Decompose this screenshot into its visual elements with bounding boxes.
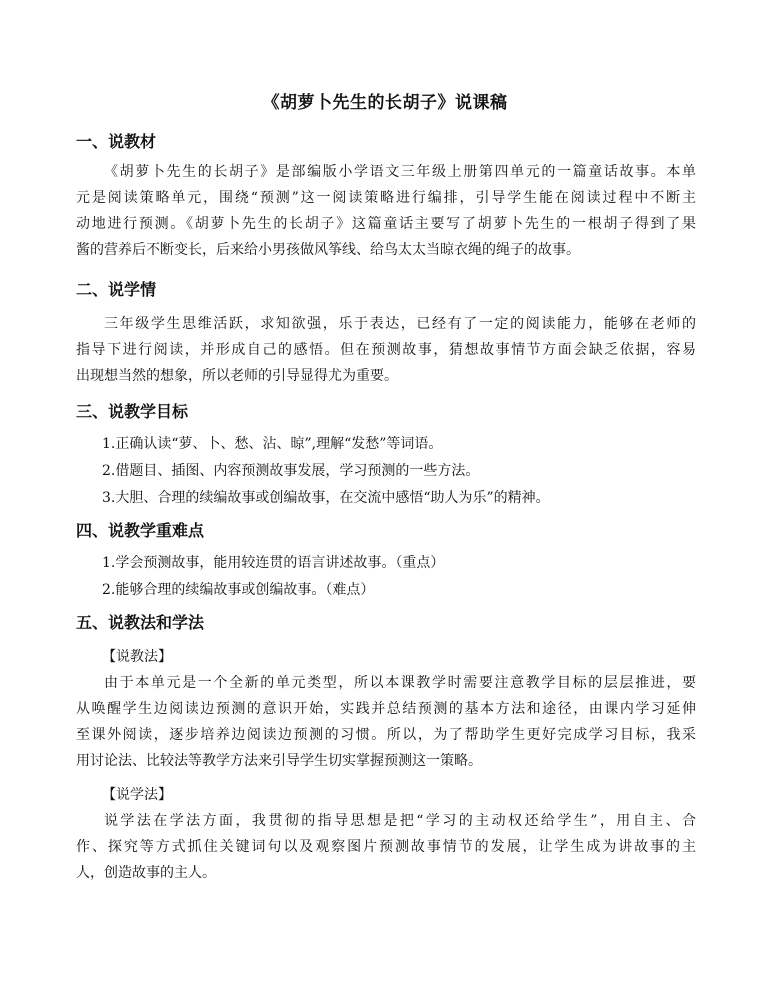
section-heading-textbook: 一、说教材 (76, 132, 157, 151)
objective-item: 1.正确认读“萝、卜、愁、沾、晾”,理解“发愁”等词语。 (102, 436, 443, 452)
learning-method-paragraph (76, 808, 696, 886)
paragraph-line: 元是阅读策略单元，围绕“预测”这一阅读策略进行编排，引导学生能在阅读过程中不断主 (76, 190, 696, 206)
students-paragraph (76, 311, 696, 389)
paragraph-line: 从唤醒学生边阅读边预测的意识开始，实践并总结预测的基本方法和途径，由课内学习延伸 (76, 701, 696, 717)
paragraph-line: 至课外阅读，逐步培养边阅读边预测的习惯。所以，为了帮助学生更好完成学习目标，我采 (76, 727, 696, 743)
textbook-paragraph (76, 159, 696, 263)
learning-method-label: 【说学法】 (102, 787, 172, 803)
paragraph-line: 指导下进行阅读，并形成自己的感悟。但在预测故事，猜想故事情节方面会缺乏依据，容易 (76, 342, 696, 358)
teaching-method-label: 【说教法】 (102, 649, 172, 665)
section-heading-objectives: 三、说教学目标 (76, 402, 189, 421)
key-point-item: 2.能够合理的续编故事或创编故事。（难点） (102, 582, 375, 598)
section-heading-key-points: 四、说教学重难点 (76, 521, 205, 540)
paragraph-line: 三年级学生思维活跃，求知欲强，乐于表达，已经有了一定的阅读能力，能够在老师的 (104, 316, 696, 332)
paragraph-line: 《胡萝卜先生的长胡子》是部编版小学语文三年级上册第四单元的一篇童话故事。本单 (104, 164, 696, 180)
paragraph-line: 用讨论法、比较法等教学方法来引导学生切实掌握预测这一策略。 (76, 753, 482, 769)
paragraph-line: 动地进行预测。《胡萝卜先生的长胡子》这篇童话主要写了胡萝卜先生的一根胡子得到了果 (76, 216, 696, 232)
paragraph-line: 酱的营养后不断变长，后来给小男孩做风筝线、给鸟太太当晾衣绳的绳子的故事。 (76, 242, 580, 258)
objective-item: 2.借题目、插图、内容预测故事发展，学习预测的一些方法。 (102, 463, 480, 479)
paragraph-line: 人，创造故事的主人。 (76, 865, 216, 881)
paragraph-line: 由于本单元是一个全新的单元类型，所以本课教学时需要注意教学目标的层层推进，要 (104, 675, 696, 691)
paragraph-line: 说学法在学法方面，我贯彻的指导思想是把“学习的主动权还给学生”，用自主、合 (104, 813, 696, 829)
section-heading-students: 二、说学情 (76, 280, 157, 299)
key-point-item: 1.学会预测故事，能用较连贯的语言讲述故事。（重点） (102, 555, 445, 571)
paragraph-line: 作、探究等方式抓住关键词句以及观察图片预测故事情节的发展，让学生成为讲故事的主 (76, 839, 696, 855)
paragraph-line: 出现想当然的想象，所以老师的引导显得尤为重要。 (76, 368, 398, 384)
objective-item: 3.大胆、合理的续编故事或创编故事，在交流中感悟“助人为乐”的精神。 (102, 490, 550, 506)
section-heading-methods: 五、说教法和学法 (76, 613, 205, 632)
document-title: 《胡萝卜先生的长胡子》说课稿 (262, 93, 508, 113)
teaching-method-paragraph (76, 670, 696, 774)
